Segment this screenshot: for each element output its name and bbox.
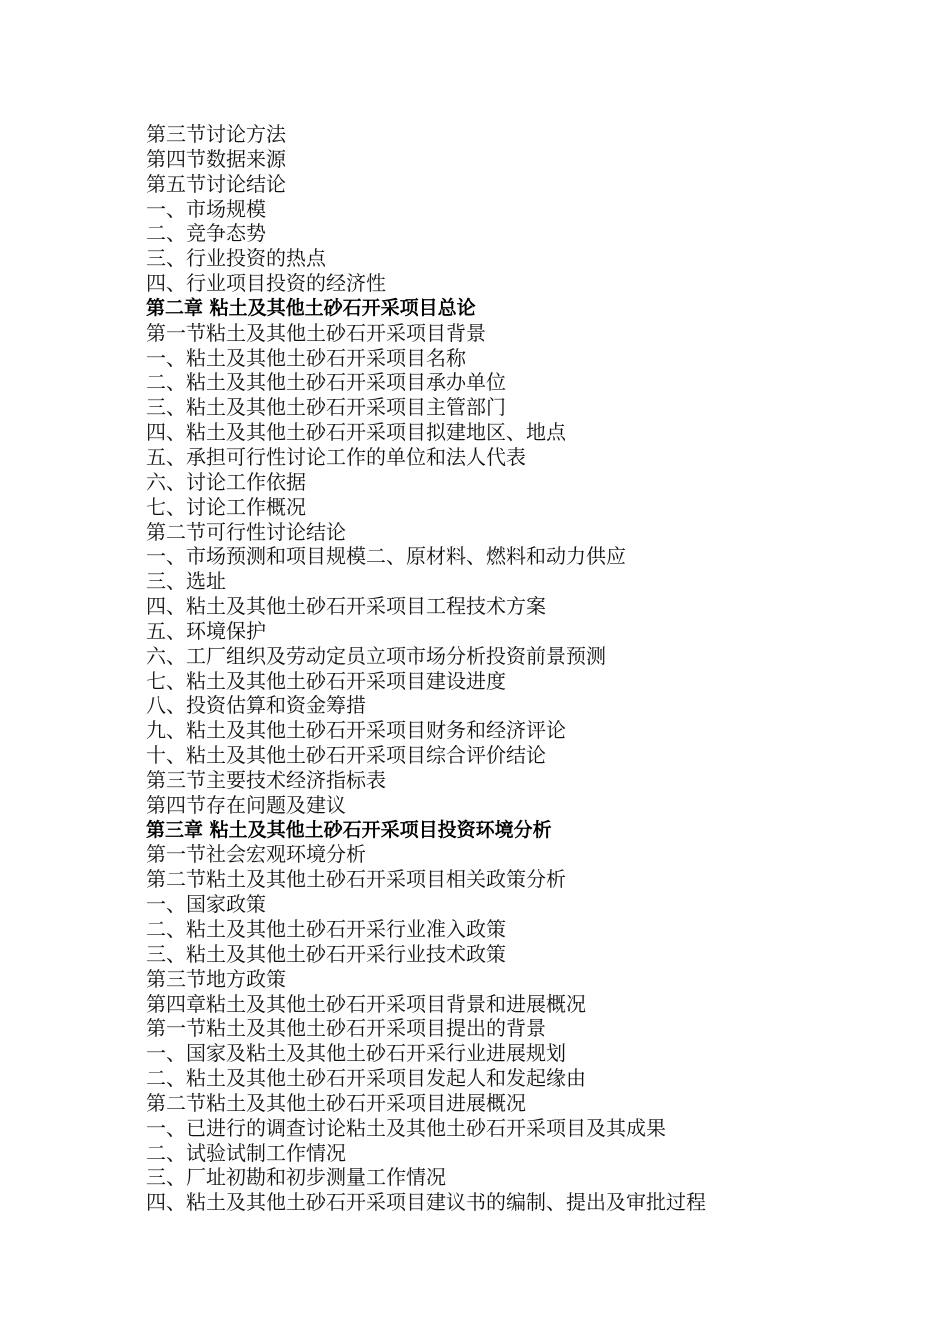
toc-line: 二、试验试制工作情况 (146, 1140, 346, 1165)
toc-line: 十、粘土及其他土砂石开采项目综合评价结论 (146, 743, 546, 768)
toc-line: 第三节主要技术经济指标表 (146, 767, 386, 792)
chapter-heading: 第二章 粘土及其他土砂石开采项目总论 (146, 296, 476, 319)
toc-line: 五、承担可行性讨论工作的单位和法人代表 (146, 444, 526, 469)
toc-line: 第二节粘土及其他土砂石开采项目相关政策分析 (146, 867, 566, 892)
toc-line: 三、选址 (146, 569, 226, 594)
toc-line: 第四章粘土及其他土砂石开采项目背景和进展概况 (146, 991, 586, 1016)
toc-line: 二、竞争态势 (146, 221, 266, 246)
toc-line: 第三节讨论方法 (146, 122, 286, 146)
toc-line: 第二节可行性讨论结论 (146, 519, 346, 544)
toc-line: 第一节粘土及其他土砂石开采项目提出的背景 (146, 1016, 546, 1041)
toc-line: 六、工厂组织及劳动定员立项市场分析投资前景预测 (146, 643, 606, 668)
toc-line: 一、粘土及其他土砂石开采项目名称 (146, 345, 466, 370)
toc-line: 七、粘土及其他土砂石开采项目建设进度 (146, 668, 506, 693)
toc-line: 第二节粘土及其他土砂石开采项目进展概况 (146, 1090, 526, 1115)
toc-line: 一、市场规模 (146, 196, 266, 221)
toc-line: 二、粘土及其他土砂石开采项目发起人和发起缘由 (146, 1066, 586, 1091)
toc-line: 九、粘土及其他土砂石开采项目财务和经济评论 (146, 718, 566, 743)
toc-line: 一、已进行的调查讨论粘土及其他土砂石开采项目及其成果 (146, 1115, 666, 1140)
toc-line: 一、国家政策 (146, 892, 266, 917)
toc-line: 四、粘土及其他土砂石开采项目建议书的编制、提出及审批过程 (146, 1190, 706, 1215)
chapter-heading: 第三章 粘土及其他土砂石开采项目投资环境分析 (146, 818, 552, 841)
toc-line: 四、行业项目投资的经济性 (146, 271, 386, 296)
toc-line: 一、国家及粘土及其他土砂石开采行业进展规划 (146, 1041, 566, 1066)
table-of-contents (146, 122, 906, 1215)
toc-line: 第一节粘土及其他土砂石开采项目背景 (146, 320, 486, 345)
toc-line: 三、行业投资的热点 (146, 246, 326, 271)
toc-line: 第四节数据来源 (146, 146, 286, 171)
toc-line: 第四节存在问题及建议 (146, 792, 346, 817)
toc-line: 第三节地方政策 (146, 966, 286, 991)
toc-line: 二、粘土及其他土砂石开采行业准入政策 (146, 917, 506, 941)
toc-line: 六、讨论工作依据 (146, 469, 306, 494)
toc-line: 第一节社会宏观环境分析 (146, 842, 366, 867)
toc-line: 三、粘土及其他土砂石开采项目主管部门 (146, 395, 506, 420)
toc-line: 四、粘土及其他土砂石开采项目工程技术方案 (146, 594, 546, 619)
toc-line: 四、粘土及其他土砂石开采项目拟建地区、地点 (146, 420, 566, 445)
toc-line: 八、投资估算和资金筹措 (146, 693, 366, 718)
toc-line: 五、环境保护 (146, 618, 266, 643)
toc-line: 七、讨论工作概况 (146, 494, 306, 519)
toc-line: 第五节讨论结论 (146, 171, 286, 196)
toc-line: 一、市场预测和项目规模二、原材料、燃料和动力供应 (146, 544, 626, 569)
toc-line: 三、粘土及其他土砂石开采行业技术政策 (146, 941, 506, 966)
toc-line: 二、粘土及其他土砂石开采项目承办单位 (146, 370, 506, 395)
toc-line: 三、厂址初勘和初步测量工作情况 (146, 1165, 446, 1190)
